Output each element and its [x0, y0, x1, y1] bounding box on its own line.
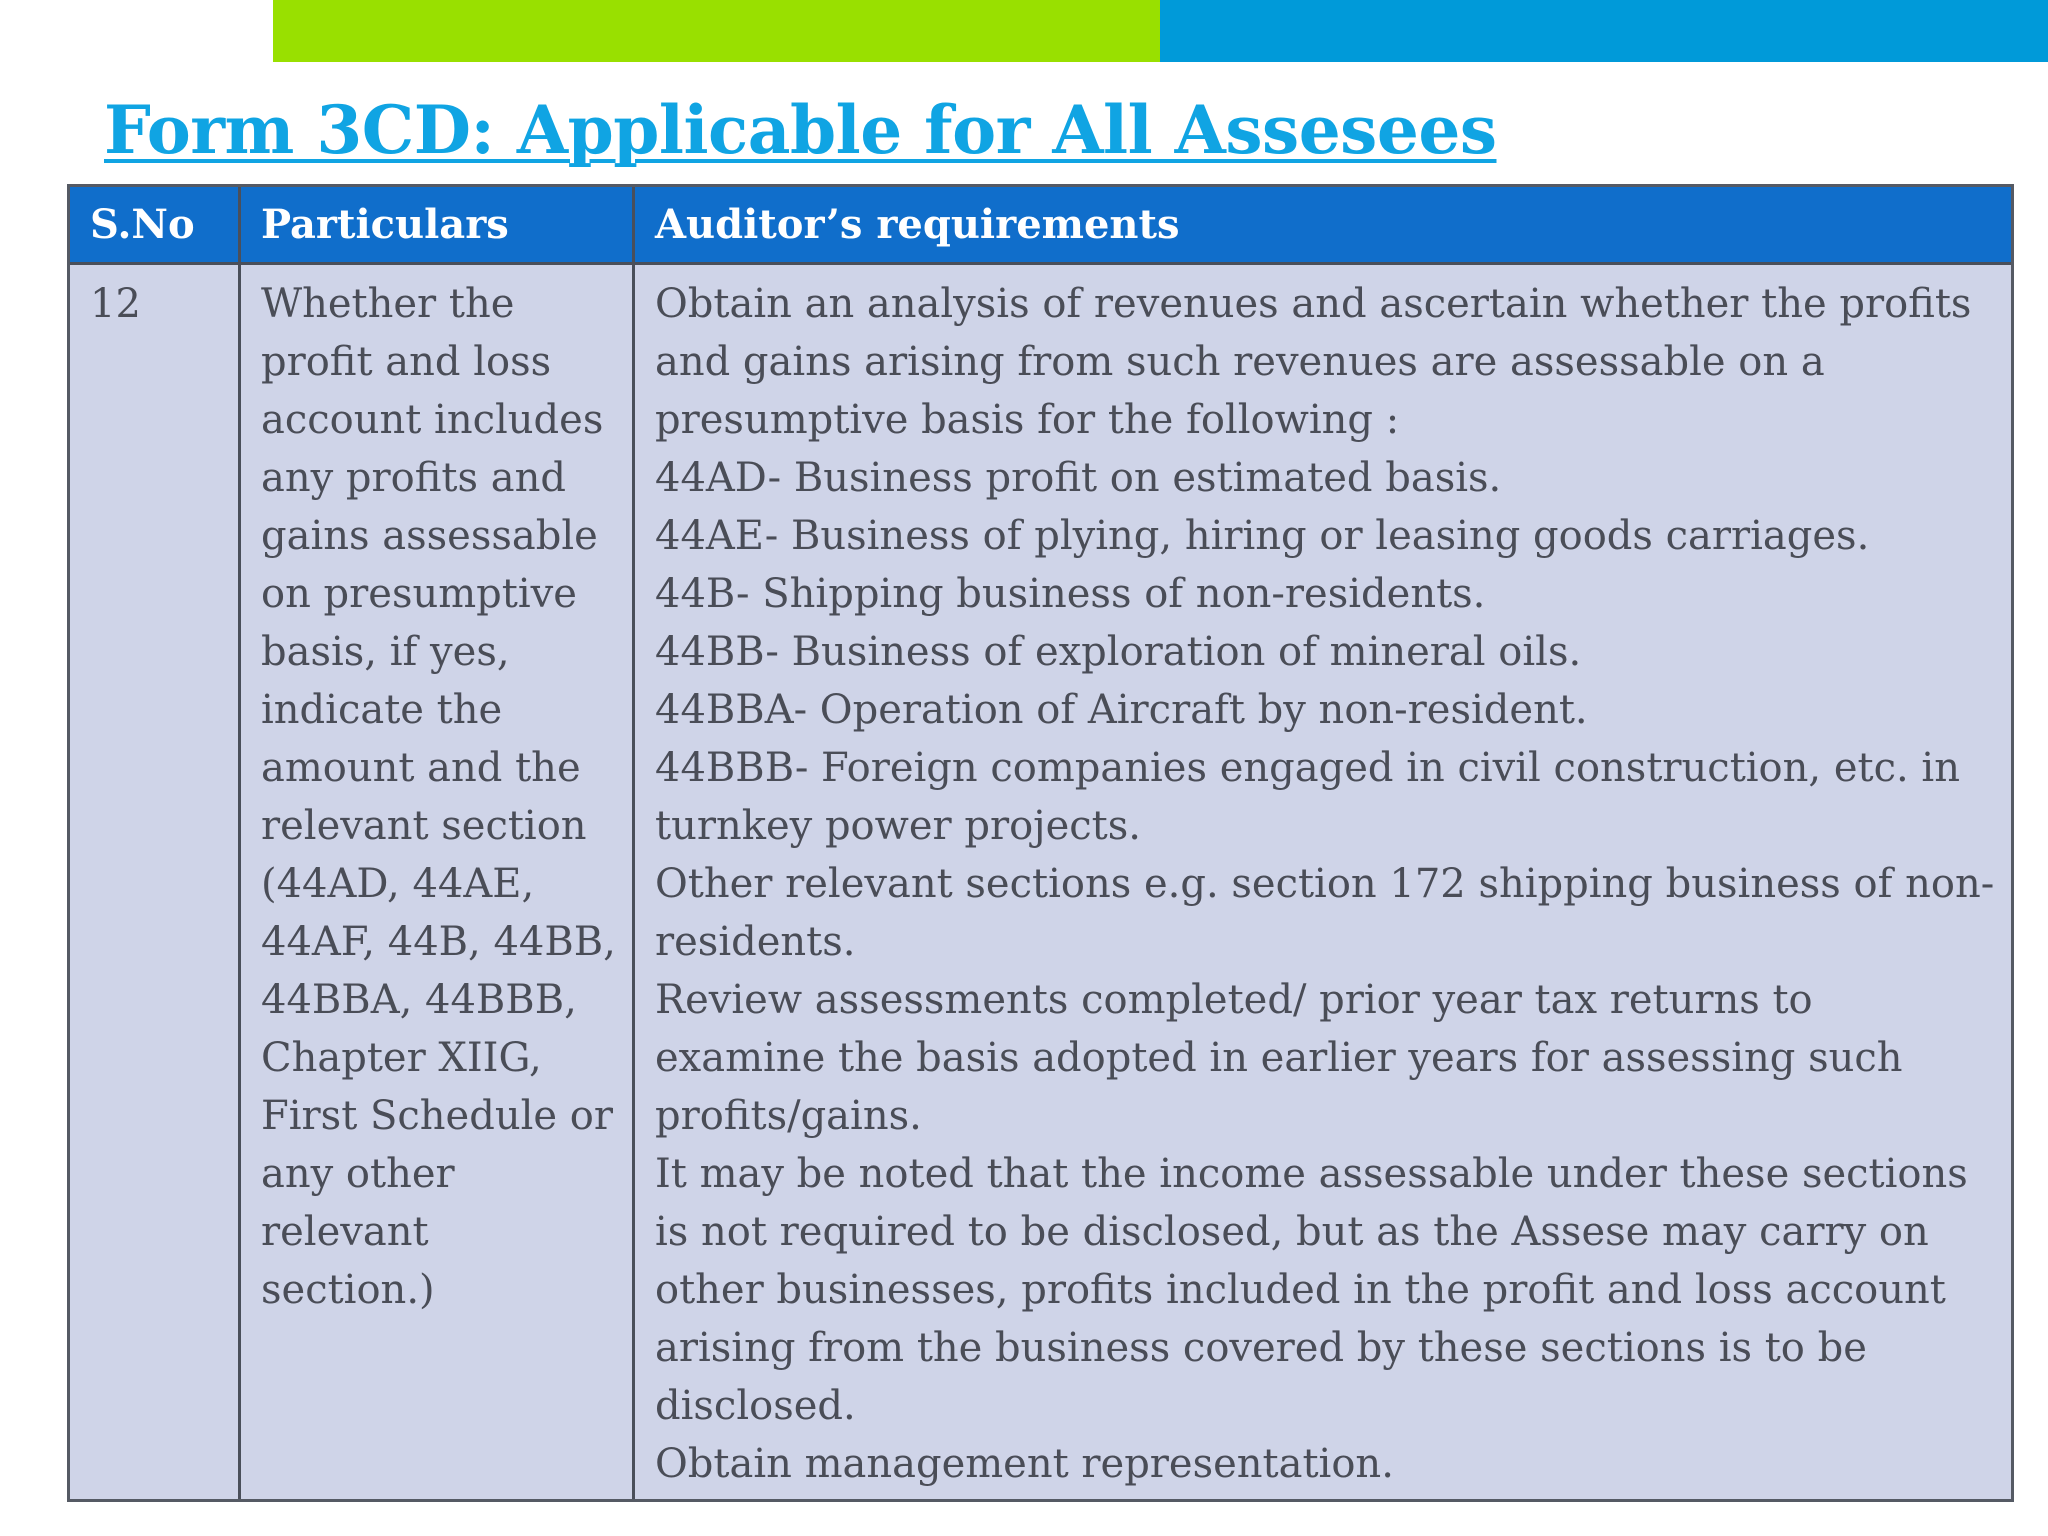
- header-particulars: Particulars: [261, 201, 509, 248]
- text-line: Obtain management representation.: [655, 1441, 1394, 1487]
- top-green-bar: [273, 0, 1160, 62]
- top-blue-bar: [1160, 0, 2048, 62]
- text-line: any other: [261, 1151, 455, 1197]
- header-requirements: Auditor’s requirements: [655, 201, 1180, 248]
- text-line: relevant: [261, 1209, 429, 1255]
- requirements-table: [67, 184, 2014, 1502]
- table-header-row: [70, 187, 2011, 265]
- cell-sno: [90, 275, 141, 333]
- text-line: Obtain an analysis of revenues and ascertain whether the profits: [655, 281, 1972, 327]
- text-line: disclosed.: [655, 1383, 856, 1429]
- text-line: profit and loss: [261, 339, 552, 385]
- cell-requirements: [655, 275, 1994, 1493]
- text-line: 44BBA, 44BBB,: [261, 977, 577, 1023]
- column-divider: [238, 187, 241, 1499]
- text-line: 44AF, 44B, 44BB,: [261, 919, 616, 965]
- text-line: 44BBA- Operation of Aircraft by non-resident.: [655, 687, 1588, 733]
- text-line: relevant section: [261, 803, 587, 849]
- text-line: turnkey power projects.: [655, 803, 1141, 849]
- text-line: any profits and: [261, 455, 566, 501]
- text-line: (44AD, 44AE,: [261, 861, 535, 907]
- text-line: residents.: [655, 919, 856, 965]
- text-line: First Schedule or: [261, 1093, 613, 1139]
- text-line: Other relevant sections e.g. section 172 shipping business of non-: [655, 861, 1995, 907]
- text-line: 44BB- Business of exploration of mineral oils.: [655, 629, 1582, 675]
- text-line: amount and the: [261, 745, 581, 791]
- text-line: Review assessments completed/ prior year tax returns to: [655, 977, 1813, 1023]
- text-line: indicate the: [261, 687, 503, 733]
- text-line: Whether the: [261, 281, 515, 327]
- text-line: on presumptive: [261, 571, 577, 617]
- text-line: 44B- Shipping business of non-residents.: [655, 571, 1486, 617]
- text-line: presumptive basis for the following :: [655, 397, 1400, 443]
- text-line: basis, if yes,: [261, 629, 510, 675]
- text-line: other businesses, profits included in the profit and loss account: [655, 1267, 1946, 1313]
- slide-title: Form 3CD: Applicable for All Assesees: [104, 91, 1497, 169]
- sno-value: 12: [90, 281, 141, 327]
- text-line: profits/gains.: [655, 1093, 922, 1139]
- text-line: 44AE- Business of plying, hiring or leasing goods carriages.: [655, 513, 1870, 559]
- text-line: 44BBB- Foreign companies engaged in civil construction, etc. in: [655, 745, 1960, 791]
- text-line: examine the basis adopted in earlier years for assessing such: [655, 1035, 1903, 1081]
- text-line: Chapter XIIG,: [261, 1035, 542, 1081]
- column-divider: [632, 187, 635, 1499]
- text-line: It may be noted that the income assessable under these sections: [655, 1151, 1968, 1197]
- text-line: 44AD- Business profit on estimated basis.: [655, 455, 1502, 501]
- text-line: and gains arising from such revenues are assessable on a: [655, 339, 1825, 385]
- text-line: is not required to be disclosed, but as the Assese may carry on: [655, 1209, 1929, 1255]
- text-line: arising from the business covered by these sections is to be: [655, 1325, 1867, 1371]
- cell-particulars: [261, 275, 616, 1319]
- text-line: account includes: [261, 397, 604, 443]
- text-line: gains assessable: [261, 513, 598, 559]
- header-sno: S.No: [90, 201, 195, 248]
- text-line: section.): [261, 1267, 435, 1313]
